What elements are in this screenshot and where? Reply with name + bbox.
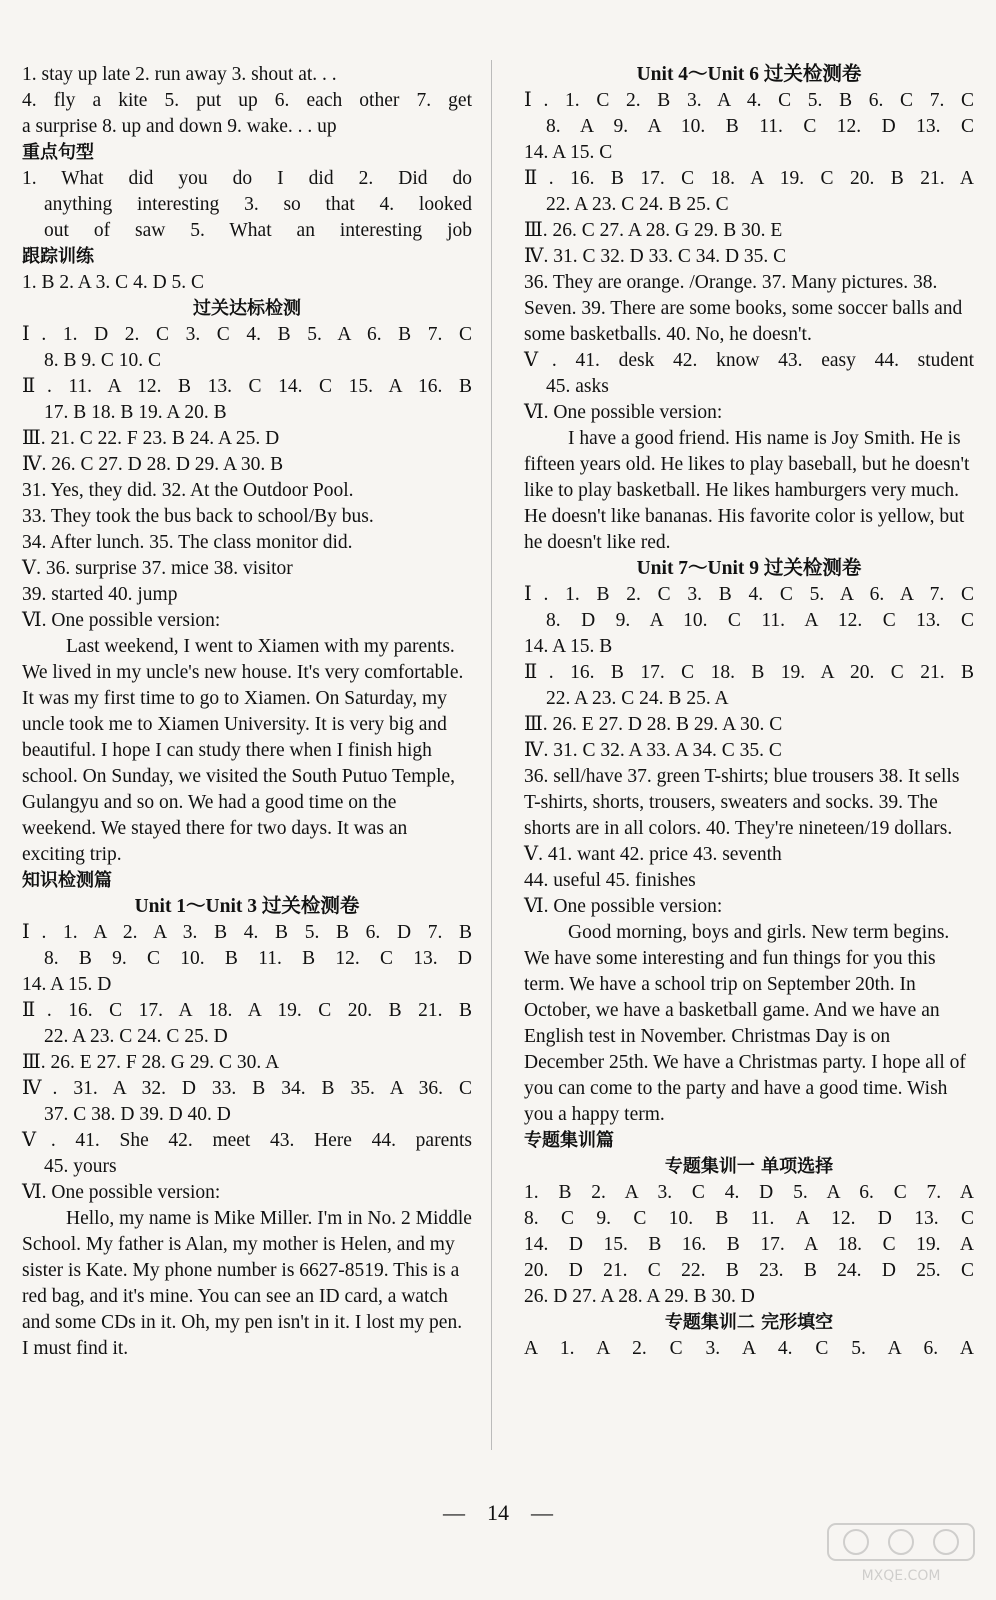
right-column bbox=[524, 62, 974, 1362]
left-line: Ⅵ. One possible version: bbox=[22, 1182, 221, 1203]
watermark-logo bbox=[826, 1522, 976, 1586]
left-line: 过关达标检测 bbox=[193, 298, 301, 319]
right-line: 26. D 27. A 28. A 29. B 30. D bbox=[524, 1286, 755, 1307]
left-column bbox=[22, 62, 472, 1362]
left-line: Ⅲ. 26. E 27. F 28. G 29. C 30. A bbox=[22, 1052, 280, 1073]
footer-dash-right: — bbox=[531, 1500, 553, 1525]
left-line: 1. stay up late 2. run away 3. shout at. . . bbox=[22, 64, 337, 85]
right-line: 22. A 23. C 24. B 25. C bbox=[546, 194, 729, 215]
right-line: Ⅳ. 31. C 32. A 33. A 34. C 35. C bbox=[524, 740, 782, 761]
left-line: 39. started 40. jump bbox=[22, 584, 178, 605]
right-line: 1. B 2. A 3. C 4. D 5. A 6. C 7. A bbox=[524, 1182, 974, 1203]
right-line: 14. A 15. B bbox=[524, 636, 613, 657]
right-line: I have a good friend. His name is Joy Smith. He is fifteen years old. He likes to play baseball, but he doesn't like to play basketball. He likes hamburgers very much. He doesn't like bananas. His favorite color is yellow, but he doesn't like red. bbox=[524, 428, 970, 553]
left-line: Ⅳ. 31. A 32. D 33. B 34. B 35. A 36. C bbox=[22, 1078, 472, 1099]
right-line: 8. A 9. A 10. B 11. C 12. D 13. C bbox=[546, 116, 974, 137]
right-line: Ⅰ. 1. C 2. B 3. A 4. C 5. B 6. C 7. C bbox=[524, 90, 974, 111]
right-line: 44. useful 45. finishes bbox=[524, 870, 696, 891]
left-line: Ⅳ. 26. C 27. D 28. D 29. A 30. B bbox=[22, 454, 284, 475]
right-line: 14. D 15. B 16. B 17. A 18. C 19. A bbox=[524, 1234, 974, 1255]
left-line: 1. B 2. A 3. C 4. D 5. C bbox=[22, 272, 205, 293]
left-line: 17. B 18. B 19. A 20. B bbox=[44, 402, 227, 423]
right-line: Unit 7～Unit 9 过关检测卷 bbox=[636, 558, 862, 579]
page-number: 14 bbox=[487, 1500, 509, 1525]
left-line: Ⅰ. 1. A 2. A 3. B 4. B 5. B 6. D 7. B bbox=[22, 922, 472, 943]
left-line: Hello, my name is Mike Miller. I'm in No. 2 Middle School. My father is Alan, my mother is Helen, and my sister is Kate. My phone number is 6627-8519. This is a red bag, and it's mine. You can see an ID card, a watch and some CDs in it. Oh, my pen isn't in it. I lost my pen. I must find it. bbox=[22, 1208, 472, 1359]
left-line: 22. A 23. C 24. C 25. D bbox=[44, 1026, 228, 1047]
right-line: Ⅴ. 41. want 42. price 43. seventh bbox=[524, 844, 782, 865]
left-line: 45. yours bbox=[44, 1156, 117, 1177]
right-line: 专题集训篇 bbox=[524, 1130, 614, 1151]
left-line: 重点句型 bbox=[22, 142, 94, 163]
left-line: 1. What did you do I did 2. Did do bbox=[22, 168, 472, 189]
left-line: 8. B 9. C 10. C bbox=[44, 350, 162, 371]
left-line: Ⅱ. 16. C 17. A 18. A 19. C 20. B 21. B bbox=[22, 1000, 472, 1021]
right-line: Ⅵ. One possible version: bbox=[524, 896, 723, 917]
left-line: Last weekend, I went to Xiamen with my parents. We lived in my uncle's new house. It's very comfortable. It was my first time to go to Xiamen. On Saturday, my uncle took me to Xiamen University. It is very big and beautiful. I hope I can study there when I finish high school. On Sunday, we visited the South Putuo Temple, Gulangyu and so on. We had a good time on the weekend. We stayed there for two days. It was an exciting trip. bbox=[22, 636, 464, 865]
left-line: Ⅱ. 11. A 12. B 13. C 14. C 15. A 16. B bbox=[22, 376, 472, 397]
right-line: Ⅰ. 1. B 2. C 3. B 4. C 5. A 6. A 7. C bbox=[524, 584, 974, 605]
right-line: Good morning, boys and girls. New term begins. We have some interesting and fun things for you this term. We have a school trip on September 20th. In October, we have a basketball game. And we have an English test in November. Christmas Day is on December 25th. We have a Christmas party. I hope all of you can come to the party and have a good time. Wish you a happy term. bbox=[524, 922, 966, 1125]
right-line: 36. sell/have 37. green T-shirts; blue trousers 38. It sells T-shirts, shorts, trousers, sweaters and socks. 39. The shorts are in all colors. 40. They're nineteen/19 dollars. bbox=[524, 766, 960, 839]
right-line: Ⅱ. 16. B 17. C 18. A 19. C 20. B 21. A bbox=[524, 168, 974, 189]
right-line: Ⅲ. 26. C 27. A 28. G 29. B 30. E bbox=[524, 220, 783, 241]
right-line: 专题集训二 完形填空 bbox=[664, 1312, 834, 1333]
left-line: 8. B 9. C 10. B 11. B 12. C 13. D bbox=[44, 948, 472, 969]
left-line: 31. Yes, they did. 32. At the Outdoor Pool. bbox=[22, 480, 354, 501]
right-line: A 1. A 2. C 3. A 4. C 5. A 6. A bbox=[524, 1338, 974, 1359]
right-line: 8. D 9. A 10. C 11. A 12. C 13. C bbox=[546, 610, 974, 631]
left-line: out of saw 5. What an interesting job bbox=[44, 220, 472, 241]
svg-text:MXQE.COM: MXQE.COM bbox=[861, 1568, 941, 1584]
right-line: 20. D 21. C 22. B 23. B 24. D 25. C bbox=[524, 1260, 974, 1281]
left-line: 14. A 15. D bbox=[22, 974, 112, 995]
column-divider bbox=[491, 60, 492, 1450]
left-line: 34. After lunch. 35. The class monitor did. bbox=[22, 532, 353, 553]
footer-dash-left: — bbox=[443, 1500, 465, 1525]
left-line: Ⅴ. 41. She 42. meet 43. Here 44. parents bbox=[22, 1130, 472, 1151]
right-line: Ⅳ. 31. C 32. D 33. C 34. D 35. C bbox=[524, 246, 787, 267]
left-line: a surprise 8. up and down 9. wake. . . up bbox=[22, 116, 337, 137]
left-line: Ⅵ. One possible version: bbox=[22, 610, 221, 631]
right-line: 45. asks bbox=[546, 376, 609, 397]
right-line: 专题集训一 单项选择 bbox=[664, 1156, 834, 1177]
left-line: 33. They took the bus back to school/By bus. bbox=[22, 506, 374, 527]
left-line: 4. fly a kite 5. put up 6. each other 7. get bbox=[22, 90, 472, 111]
right-line: Unit 4～Unit 6 过关检测卷 bbox=[636, 64, 862, 85]
right-line: Ⅵ. One possible version: bbox=[524, 402, 723, 423]
right-line: 8. C 9. C 10. B 11. A 12. D 13. C bbox=[524, 1208, 974, 1229]
left-line: Ⅲ. 21. C 22. F 23. B 24. A 25. D bbox=[22, 428, 280, 449]
left-line: 跟踪训练 bbox=[22, 246, 94, 267]
left-line: 知识检测篇 bbox=[22, 870, 112, 891]
right-line: Ⅴ. 41. desk 42. know 43. easy 44. student bbox=[524, 350, 974, 371]
left-line: Ⅴ. 36. surprise 37. mice 38. visitor bbox=[22, 558, 293, 579]
right-line: Ⅱ. 16. B 17. C 18. B 19. A 20. C 21. B bbox=[524, 662, 974, 683]
right-line: Ⅲ. 26. E 27. D 28. B 29. A 30. C bbox=[524, 714, 783, 735]
right-line: 22. A 23. C 24. B 25. A bbox=[546, 688, 729, 709]
left-line: Unit 1～Unit 3 过关检测卷 bbox=[134, 896, 360, 917]
left-line: 37. C 38. D 39. D 40. D bbox=[44, 1104, 231, 1125]
right-line: 36. They are orange. /Orange. 37. Many pictures. 38. Seven. 39. There are some books, some soccer balls and some basketballs. 40. No, he doesn't. bbox=[524, 272, 963, 345]
left-line: Ⅰ. 1. D 2. C 3. C 4. B 5. A 6. B 7. C bbox=[22, 324, 472, 345]
left-line: anything interesting 3. so that 4. looked bbox=[44, 194, 472, 215]
right-line: 14. A 15. C bbox=[524, 142, 613, 163]
